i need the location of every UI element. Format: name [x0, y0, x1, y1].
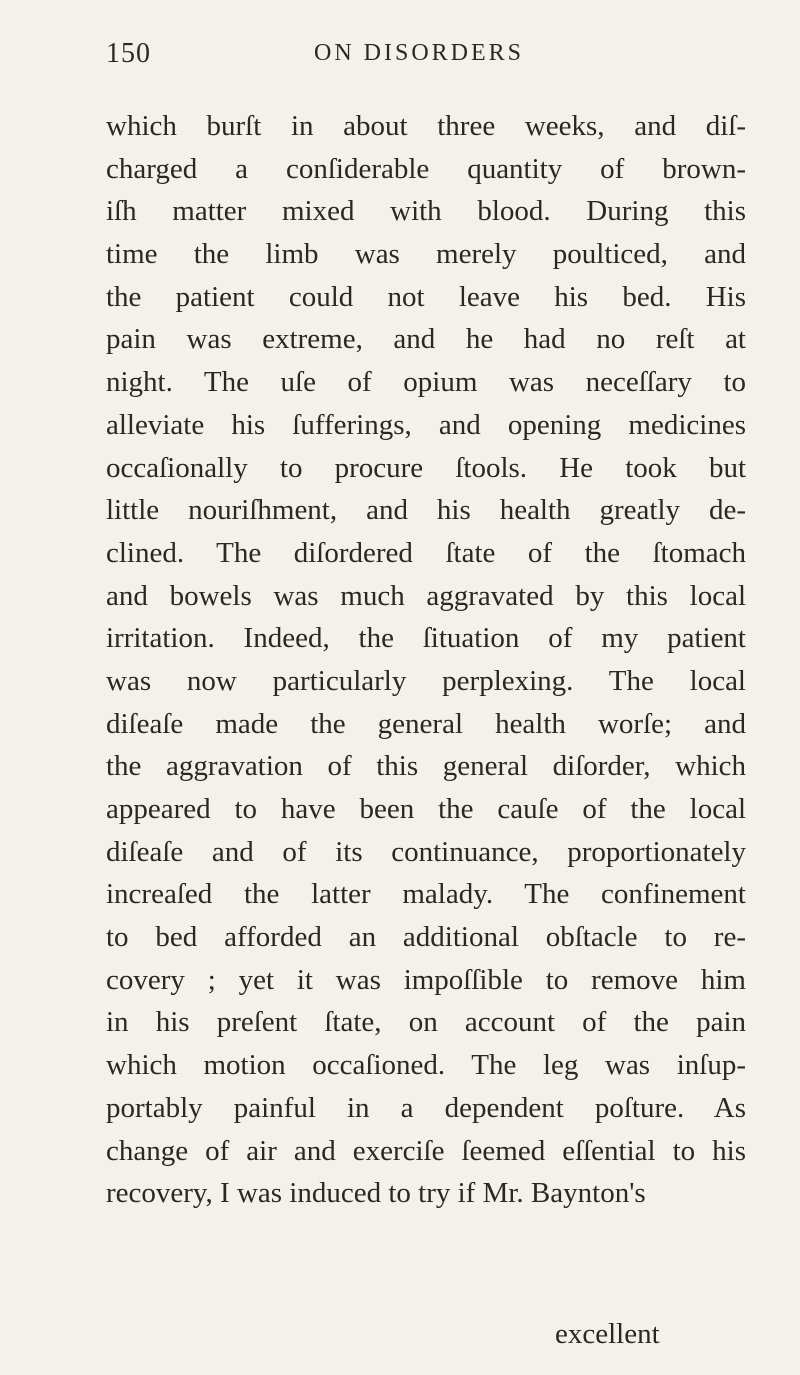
- text-line: time the limb was merely poulticed, and: [106, 238, 746, 271]
- text-line: little nouriſhment, and his health greatly de-: [106, 494, 746, 527]
- text-line: clined. The diſordered ſtate of the ſtomach: [106, 536, 746, 569]
- text-line: diſeaſe made the general health worſe; and: [106, 707, 746, 740]
- text-line: night. The uſe of opium was neceſſary to: [106, 366, 746, 399]
- text-line: was now particularly perplexing. The local: [106, 664, 746, 697]
- text-line: change of air and exerciſe ſeemed eſſential to his: [106, 1134, 746, 1167]
- text-line: the aggravation of this general diſorder, which: [106, 750, 746, 783]
- text-line: charged a conſiderable quantity of brown-: [106, 152, 746, 185]
- text-line: covery ; yet it was impoſſible to remove him: [106, 963, 746, 996]
- text-line: in his preſent ſtate, on account of the pain: [106, 1006, 746, 1039]
- text-line: pain was extreme, and he had no reſt at: [106, 323, 746, 356]
- text-line: appeared to have been the cauſe of the local: [106, 793, 746, 825]
- text-line: irritation. Indeed, the ſituation of my patient: [106, 622, 746, 655]
- text-line: recovery, I was induced to try if Mr. Baynton's: [106, 1177, 646, 1210]
- text-line: increaſed the latter malady. The confinement: [106, 878, 746, 911]
- text-line: the patient could not leave his bed. His: [106, 280, 746, 313]
- text-line: portably painful in a dependent poſture. As: [106, 1091, 746, 1124]
- text-line: and bowels was much aggravated by this local: [106, 579, 746, 612]
- text-line: iſh matter mixed with blood. During this: [106, 195, 746, 228]
- text-line: to bed afforded an additional obſtacle to re-: [106, 921, 746, 954]
- text-line: occaſionally to procure ſtools. He took but: [106, 451, 746, 484]
- catchword: excellent: [555, 1318, 660, 1350]
- text-line: which motion occaſioned. The leg was inſup-: [106, 1049, 746, 1082]
- page-number: 150: [106, 38, 151, 69]
- text-line: alleviate his ſufferings, and opening medicines: [106, 408, 746, 441]
- body-text: [106, 105, 746, 1215]
- running-title: ON DISORDERS: [314, 40, 525, 66]
- text-line: which burſt in about three weeks, and diſ-: [106, 110, 746, 142]
- running-head: [106, 38, 726, 78]
- text-line: diſeaſe and of its continuance, proportionately: [106, 835, 746, 868]
